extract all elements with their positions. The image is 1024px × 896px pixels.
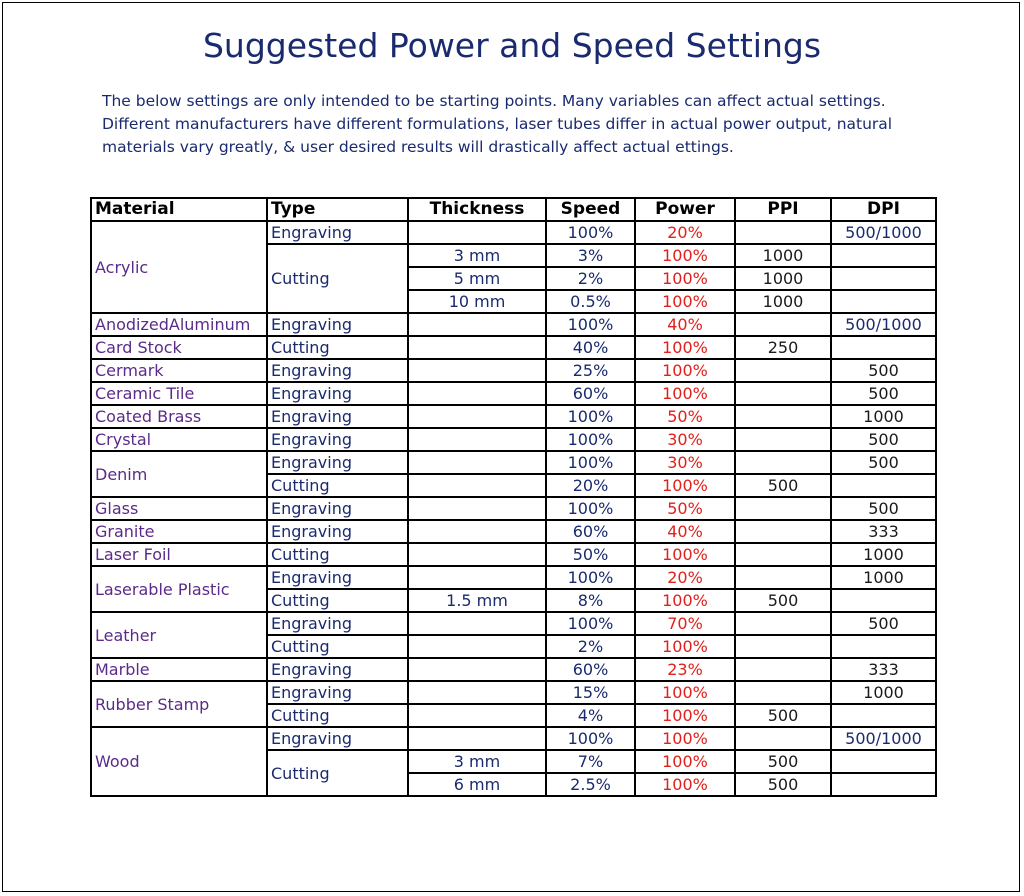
dpi-cell: 333 xyxy=(831,520,936,543)
ppi-cell xyxy=(735,359,831,382)
speed-cell: 8% xyxy=(546,589,635,612)
dpi-cell: 500 xyxy=(831,428,936,451)
header-speed: Speed xyxy=(546,198,635,221)
dpi-cell xyxy=(831,589,936,612)
table-row xyxy=(91,313,936,336)
header-ppi: PPI xyxy=(735,198,831,221)
material-cell: Granite xyxy=(91,520,267,543)
dpi-cell: 500 xyxy=(831,451,936,474)
speed-cell: 2% xyxy=(546,635,635,658)
dpi-cell xyxy=(831,474,936,497)
dpi-cell: 1000 xyxy=(831,681,936,704)
settings-table xyxy=(90,197,937,797)
dpi-cell xyxy=(831,750,936,773)
type-cell: Engraving xyxy=(267,681,408,704)
ppi-cell xyxy=(735,612,831,635)
table-row xyxy=(91,428,936,451)
power-cell: 40% xyxy=(635,520,735,543)
type-cell: Cutting xyxy=(267,750,408,796)
dpi-cell: 500 xyxy=(831,612,936,635)
type-cell: Engraving xyxy=(267,520,408,543)
speed-cell: 20% xyxy=(546,474,635,497)
ppi-cell: 1000 xyxy=(735,290,831,313)
thickness-cell xyxy=(408,382,546,405)
header-thickness: Thickness xyxy=(408,198,546,221)
material-cell: Wood xyxy=(91,727,267,796)
thickness-cell: 6 mm xyxy=(408,773,546,796)
material-cell: Coated Brass xyxy=(91,405,267,428)
power-cell: 20% xyxy=(635,221,735,244)
thickness-cell: 3 mm xyxy=(408,244,546,267)
material-cell: Denim xyxy=(91,451,267,497)
header-dpi: DPI xyxy=(831,198,936,221)
power-cell: 100% xyxy=(635,635,735,658)
thickness-cell xyxy=(408,566,546,589)
ppi-cell xyxy=(735,566,831,589)
material-cell: Laser Foil xyxy=(91,543,267,566)
header-type: Type xyxy=(267,198,408,221)
ppi-cell xyxy=(735,520,831,543)
thickness-cell xyxy=(408,474,546,497)
speed-cell: 0.5% xyxy=(546,290,635,313)
ppi-cell xyxy=(735,451,831,474)
ppi-cell: 500 xyxy=(735,773,831,796)
intro-paragraph xyxy=(102,90,922,159)
dpi-cell xyxy=(831,773,936,796)
table-row xyxy=(91,658,936,681)
type-cell: Engraving xyxy=(267,497,408,520)
material-cell: Ceramic Tile xyxy=(91,382,267,405)
thickness-cell xyxy=(408,727,546,750)
material-cell: Card Stock xyxy=(91,336,267,359)
power-cell: 100% xyxy=(635,290,735,313)
thickness-cell xyxy=(408,313,546,336)
dpi-cell: 500/1000 xyxy=(831,221,936,244)
ppi-cell xyxy=(735,313,831,336)
table-row xyxy=(91,497,936,520)
table-row xyxy=(91,336,936,359)
ppi-cell: 1000 xyxy=(735,244,831,267)
type-cell: Engraving xyxy=(267,428,408,451)
thickness-cell xyxy=(408,704,546,727)
dpi-cell: 500 xyxy=(831,359,936,382)
speed-cell: 60% xyxy=(546,382,635,405)
power-cell: 100% xyxy=(635,244,735,267)
power-cell: 50% xyxy=(635,497,735,520)
ppi-cell xyxy=(735,221,831,244)
thickness-cell xyxy=(408,451,546,474)
table-row xyxy=(91,405,936,428)
power-cell: 100% xyxy=(635,681,735,704)
type-cell: Engraving xyxy=(267,221,408,244)
ppi-cell: 500 xyxy=(735,474,831,497)
power-cell: 23% xyxy=(635,658,735,681)
thickness-cell xyxy=(408,405,546,428)
ppi-cell xyxy=(735,727,831,750)
power-cell: 100% xyxy=(635,267,735,290)
type-cell: Cutting xyxy=(267,474,408,497)
power-cell: 100% xyxy=(635,589,735,612)
material-cell: Laserable Plastic xyxy=(91,566,267,612)
material-cell: Acrylic xyxy=(91,221,267,313)
speed-cell: 100% xyxy=(546,727,635,750)
speed-cell: 2.5% xyxy=(546,773,635,796)
type-cell: Cutting xyxy=(267,635,408,658)
speed-cell: 40% xyxy=(546,336,635,359)
type-cell: Engraving xyxy=(267,566,408,589)
material-cell: Glass xyxy=(91,497,267,520)
thickness-cell: 3 mm xyxy=(408,750,546,773)
thickness-cell xyxy=(408,658,546,681)
thickness-cell xyxy=(408,428,546,451)
dpi-cell xyxy=(831,267,936,290)
thickness-cell: 1.5 mm xyxy=(408,589,546,612)
power-cell: 100% xyxy=(635,474,735,497)
header-row xyxy=(91,198,936,221)
dpi-cell: 500/1000 xyxy=(831,313,936,336)
power-cell: 100% xyxy=(635,704,735,727)
dpi-cell xyxy=(831,336,936,359)
thickness-cell: 10 mm xyxy=(408,290,546,313)
ppi-cell xyxy=(735,635,831,658)
type-cell: Cutting xyxy=(267,704,408,727)
speed-cell: 3% xyxy=(546,244,635,267)
dpi-cell xyxy=(831,290,936,313)
header-power: Power xyxy=(635,198,735,221)
material-cell: Crystal xyxy=(91,428,267,451)
thickness-cell xyxy=(408,336,546,359)
speed-cell: 2% xyxy=(546,267,635,290)
type-cell: Engraving xyxy=(267,359,408,382)
speed-cell: 50% xyxy=(546,543,635,566)
power-cell: 30% xyxy=(635,428,735,451)
speed-cell: 4% xyxy=(546,704,635,727)
power-cell: 100% xyxy=(635,382,735,405)
speed-cell: 100% xyxy=(546,451,635,474)
table-row xyxy=(91,543,936,566)
intro-line: materials vary greatly, & user desired results will drastically affect actual ettings. xyxy=(102,138,734,156)
speed-cell: 100% xyxy=(546,566,635,589)
dpi-cell xyxy=(831,635,936,658)
type-cell: Engraving xyxy=(267,382,408,405)
type-cell: Engraving xyxy=(267,405,408,428)
thickness-cell: 5 mm xyxy=(408,267,546,290)
thickness-cell xyxy=(408,635,546,658)
ppi-cell xyxy=(735,658,831,681)
type-cell: Cutting xyxy=(267,543,408,566)
material-cell: Leather xyxy=(91,612,267,658)
power-cell: 100% xyxy=(635,773,735,796)
dpi-cell: 500 xyxy=(831,382,936,405)
power-cell: 20% xyxy=(635,566,735,589)
ppi-cell xyxy=(735,428,831,451)
dpi-cell xyxy=(831,704,936,727)
table-row xyxy=(91,727,936,750)
thickness-cell xyxy=(408,612,546,635)
power-cell: 100% xyxy=(635,727,735,750)
ppi-cell xyxy=(735,497,831,520)
dpi-cell: 1000 xyxy=(831,405,936,428)
material-cell: Rubber Stamp xyxy=(91,681,267,727)
power-cell: 70% xyxy=(635,612,735,635)
ppi-cell: 250 xyxy=(735,336,831,359)
ppi-cell: 1000 xyxy=(735,267,831,290)
ppi-cell: 500 xyxy=(735,704,831,727)
speed-cell: 15% xyxy=(546,681,635,704)
ppi-cell xyxy=(735,382,831,405)
power-cell: 50% xyxy=(635,405,735,428)
speed-cell: 100% xyxy=(546,405,635,428)
table-row xyxy=(91,612,936,635)
thickness-cell xyxy=(408,497,546,520)
power-cell: 40% xyxy=(635,313,735,336)
type-cell: Engraving xyxy=(267,658,408,681)
dpi-cell: 500 xyxy=(831,497,936,520)
dpi-cell xyxy=(831,244,936,267)
material-cell: AnodizedAluminum xyxy=(91,313,267,336)
speed-cell: 100% xyxy=(546,313,635,336)
dpi-cell: 500/1000 xyxy=(831,727,936,750)
power-cell: 30% xyxy=(635,451,735,474)
thickness-cell xyxy=(408,221,546,244)
table-row xyxy=(91,359,936,382)
type-cell: Engraving xyxy=(267,727,408,750)
ppi-cell xyxy=(735,405,831,428)
table-row xyxy=(91,681,936,704)
table-row xyxy=(91,382,936,405)
material-cell: Cermark xyxy=(91,359,267,382)
ppi-cell: 500 xyxy=(735,589,831,612)
page-title: Suggested Power and Speed Settings xyxy=(202,26,822,65)
speed-cell: 7% xyxy=(546,750,635,773)
intro-line: Different manufacturers have different formulations, laser tubes differ in actual power output, natural xyxy=(102,115,893,133)
table-body xyxy=(91,221,936,796)
table-row xyxy=(91,520,936,543)
intro-line: The below settings are only intended to be starting points. Many variables can affect actual settings. xyxy=(102,92,886,110)
table-row xyxy=(91,451,936,474)
ppi-cell xyxy=(735,681,831,704)
ppi-cell xyxy=(735,543,831,566)
speed-cell: 100% xyxy=(546,221,635,244)
type-cell: Cutting xyxy=(267,244,408,313)
speed-cell: 25% xyxy=(546,359,635,382)
type-cell: Engraving xyxy=(267,313,408,336)
speed-cell: 100% xyxy=(546,612,635,635)
dpi-cell: 1000 xyxy=(831,566,936,589)
type-cell: Cutting xyxy=(267,336,408,359)
dpi-cell: 333 xyxy=(831,658,936,681)
ppi-cell: 500 xyxy=(735,750,831,773)
thickness-cell xyxy=(408,543,546,566)
dpi-cell: 1000 xyxy=(831,543,936,566)
type-cell: Engraving xyxy=(267,612,408,635)
speed-cell: 100% xyxy=(546,428,635,451)
type-cell: Cutting xyxy=(267,589,408,612)
table-row xyxy=(91,221,936,244)
thickness-cell xyxy=(408,520,546,543)
power-cell: 100% xyxy=(635,543,735,566)
power-cell: 100% xyxy=(635,336,735,359)
speed-cell: 60% xyxy=(546,520,635,543)
thickness-cell xyxy=(408,359,546,382)
speed-cell: 60% xyxy=(546,658,635,681)
thickness-cell xyxy=(408,681,546,704)
header-material: Material xyxy=(91,198,267,221)
type-cell: Engraving xyxy=(267,451,408,474)
material-cell: Marble xyxy=(91,658,267,681)
table-row xyxy=(91,566,936,589)
speed-cell: 100% xyxy=(546,497,635,520)
power-cell: 100% xyxy=(635,750,735,773)
power-cell: 100% xyxy=(635,359,735,382)
